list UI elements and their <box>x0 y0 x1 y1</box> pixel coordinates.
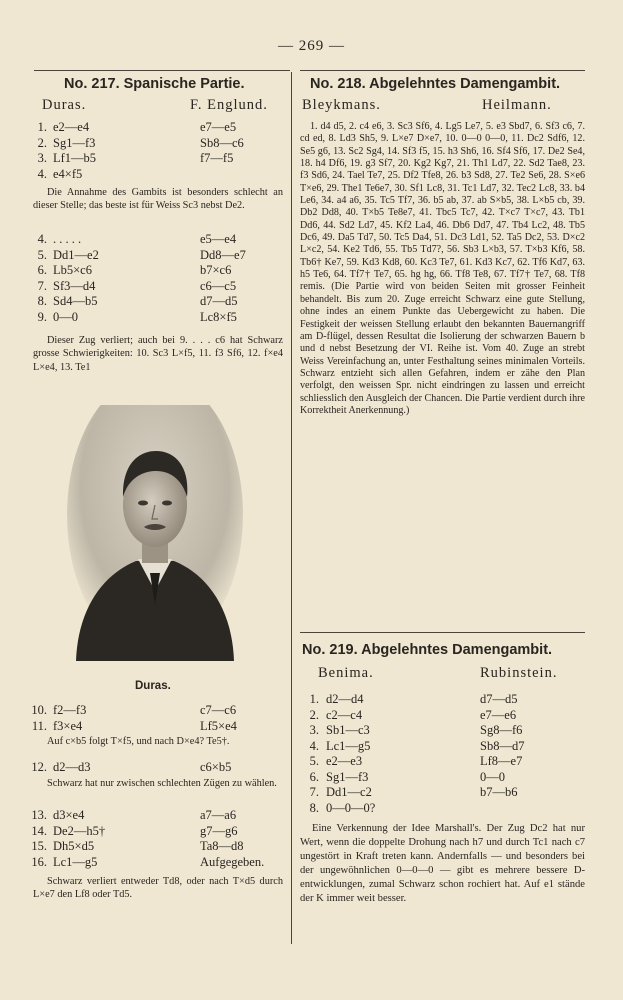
move-number: 4. <box>37 232 47 246</box>
white-move: . . . . . <box>53 232 82 246</box>
move-number: 4. <box>37 166 47 181</box>
black-move: e7—e6 <box>480 707 517 722</box>
white-move: d3×e4 <box>53 808 85 822</box>
game-217-note-5: Schwarz verliert entweder Td8, oder nach T×d5 durch L×e7 den Lf8 oder Td5. <box>33 876 283 901</box>
black-move: Lf5×e4 <box>200 718 237 733</box>
move-row <box>30 279 282 295</box>
move-number: 16. <box>31 854 47 869</box>
game-219-title: No. 219. Abgelehntes Damengambit. <box>302 642 553 658</box>
move-row <box>30 839 282 855</box>
black-move: g7—g6 <box>200 823 238 838</box>
move-number: 11. <box>31 718 47 733</box>
move-row <box>30 232 282 248</box>
game-217-note-3: Auf c×b5 folgt T×f5, und nach D×e4? Te5†. <box>47 736 230 747</box>
white-move: Dh5×d5 <box>53 839 95 853</box>
white-move: Dd1—e2 <box>53 247 99 262</box>
white-move: Sf3—d4 <box>53 278 96 293</box>
move-number: 15. <box>31 839 47 853</box>
black-move: c7—c6 <box>200 703 237 717</box>
white-move: c2—c4 <box>326 707 363 722</box>
game-219-moves <box>300 692 585 816</box>
white-move: Sg1—f3 <box>53 135 96 150</box>
move-row <box>30 855 282 871</box>
black-move: f7—f5 <box>200 151 234 165</box>
black-move: a7—a6 <box>200 808 237 822</box>
white-move: Dd1—c2 <box>326 785 372 799</box>
move-number: 13. <box>31 808 47 822</box>
move-number: 4. <box>309 738 319 753</box>
move-number: 14. <box>31 823 47 838</box>
black-move: e5—e4 <box>200 232 237 246</box>
white-move: Lb5×c6 <box>53 263 92 277</box>
white-move: Lc1—g5 <box>326 738 371 753</box>
game-217-moves-part4 <box>30 760 282 776</box>
move-row <box>30 263 282 279</box>
move-number: 8. <box>37 294 47 308</box>
column-divider <box>291 72 292 944</box>
move-row <box>300 708 585 724</box>
move-number: 5. <box>37 247 47 262</box>
black-move: c6—c5 <box>200 278 237 293</box>
black-move: Dd8—e7 <box>200 247 246 262</box>
white-move: e2—e4 <box>53 120 90 134</box>
white-move: f3×e4 <box>53 718 83 733</box>
rule-top-left <box>34 70 290 71</box>
move-number: 12. <box>31 760 47 774</box>
black-move: 0—0 <box>480 769 505 784</box>
move-row <box>30 824 282 840</box>
rule-game-219 <box>300 632 585 633</box>
move-row <box>300 770 585 786</box>
game-219-black-player: Rubinstein. <box>480 665 558 681</box>
move-number: 7. <box>37 278 47 293</box>
move-row <box>300 739 585 755</box>
white-move: e4×f5 <box>53 166 83 181</box>
game-218-black-player: Heilmann. <box>482 97 552 113</box>
black-move: c6×b5 <box>200 760 232 774</box>
white-move: 0—0 <box>53 309 78 324</box>
game-217-moves-part1 <box>30 120 282 182</box>
black-move: d7—d5 <box>200 294 238 308</box>
game-218-text: 1. d4 d5, 2. c4 e6, 3. Sc3 Sf6, 4. Lg5 Le7, 5. e3 Sbd7, 6. Sf3 c6, 7. cd ed, 8. Ld3 Sh5, 9. L×e7 D×e7, 10. 0—0 0—0, 11. Dc2 Sdf6, 12. Se5 g6, 13. Sc2 Sg4, 14. Sf3 f5, 15. h3 Sh6, 16. Sf4 Sf6, 17. De2 Se4, 18. h4 Df6, 19. g3 Sf7, 20. Kg2 Kg7, 21. Th1 Ld7, 22. Sd2 Tae8, 23. f3 Sd6, 24. Tael Te7, 25. Df2 Tfe8, 26. b3 Sd8, 27. Te2 Se6, 28. S×e6 T×e6, 29. The1 Te6e7, 30. Sf1 Lc8, 31. Tc1 Ld7, 32. Tec2 Lc8, 33. b4 Le6, 34. a4 a6, 35. Tc5 Tf7, 36. b5 ab, 37. ab S×b5, 38. L×b5 cb, 39. Db2 Dd8, 40. T×b5 Te8e7, 41. Tbc5 Tc7, 42. T×c7 T×c7, 43. Tb1 Dd6, 44. Sd2 Ld7, 45. Kf2 La4, 46. Db6 Dd7, 47. Tb4 Lc2, 48. Tb5 Dc6, 49. Da5 Td7, 50. Tc5 Da4, 51. Dc3 Ld1, 52. Ta5 Dc2, 53. D×c2 L×c2, 54. Ke2 Td6, 55. Tb5 Td7?, 56. Sb3 L×b3, 57. T×b3 Kf6, 58. Tb6† Ke7, 59. Kd3 Kd8, 60. Kc3 Te7, 61. Kd3 Kc7, 62. Tf6 Kd7, 63. h5 Te6, 64. Tf7† Te7, 65. hg hg, 66. Tf8 Te8, 67. Tf7† Te7, 68. Tf8 remis. (Die Partie wird von beiden Seiten mit grosser Feinheit behandelt. Bis zum 20. Zuge erreicht Schwarz eine gute Stellung, ohne indes an einem Punkte das Uebergewicht zu haben. Die Festigkeit der weissen Stellung erlaubt den bekannten Bauernangriff am D-flügel, dessen Resultat die Isolierung der schwarzen Bauern b und d nebst Besetzung der VI. Reihe ist. Vom 40. Zuge an strebt Weiss Vereinfachung an, unter Festhaltung seines minimalen Vorteils. Schwarz entzieht sich allen Gefahren, indem er zähe den Plan verfolgt, den weissen Spr. nicht eindringen zu lassen und erreicht schliesslich den Ausgleich der Chancen. Die Partie verdient durch ihre Korrektheit Anerkennung.) <box>300 121 585 416</box>
black-move: Sg8—f6 <box>480 723 523 737</box>
white-move: Lc1—g5 <box>53 854 98 869</box>
game-217-white-player: Duras. <box>42 97 87 113</box>
move-number: 2. <box>309 707 319 722</box>
page-number: — 269 — <box>278 38 345 54</box>
game-219-note: Eine Verkennung der Idee Marshall's. Der Zug Dc2 hat nur Wert, wenn die doppelte Drohung nach h7 und durch Tc1 nach c7 ungestört in Kraft treten kann. Andernfalls — und besonders bei der ungewöhnlichen 0—0—0 — gibt es mehrere bessere D-entwicklungen, zumal Schwarz schon rochiert hat. Auf e1 stände der K immer weit besser. <box>300 823 585 904</box>
white-move: Lf1—b5 <box>53 151 97 165</box>
move-row <box>300 785 585 801</box>
black-move: Sb8—d7 <box>480 738 525 753</box>
game-217-note-1: Die Annahme des Gambits ist besonders schlecht an dieser Stelle; das beste ist für Weiss Sc3 nebst De2. <box>33 187 283 212</box>
move-number: 3. <box>37 151 47 165</box>
move-number: 6. <box>37 263 47 277</box>
game-217-title: No. 217. Spanische Partie. <box>64 76 245 92</box>
game-218-white-player: Bleykmans. <box>302 97 381 113</box>
move-row <box>30 760 282 776</box>
game-219-white-player: Benima. <box>318 665 374 681</box>
portrait-caption: Duras. <box>135 680 171 692</box>
black-move: Sb8—c6 <box>200 135 244 150</box>
white-move: d2—d4 <box>326 692 364 706</box>
black-move: b7—b6 <box>480 785 518 799</box>
portrait-photo <box>66 405 244 661</box>
move-row <box>30 120 282 136</box>
black-move: Lc8×f5 <box>200 309 237 324</box>
move-row <box>30 808 282 824</box>
move-row <box>300 692 585 708</box>
move-row <box>300 723 585 739</box>
game-217-note-2: Dieser Zug verliert; auch bei 9. . . . c6 hat Schwarz grosse Schwierigkeiten: 10. Sc3 L×f5, 11. f3 Sf6, 12. f×e4 L×e4, 13. Te1 <box>33 335 283 373</box>
move-row <box>30 294 282 310</box>
game-218-title: No. 218. Abgelehntes Damengambit. <box>310 76 561 92</box>
black-move: b7×c6 <box>200 263 232 277</box>
move-row <box>300 801 585 817</box>
white-move: d2—d3 <box>53 760 91 774</box>
move-row <box>30 151 282 167</box>
rule-top-right <box>300 70 585 71</box>
move-row <box>30 703 282 719</box>
white-move: Sb1—c3 <box>326 723 370 737</box>
move-row <box>30 310 282 326</box>
game-217-moves-part3 <box>30 703 282 734</box>
white-move: e2—e3 <box>326 754 363 768</box>
move-row <box>30 167 282 183</box>
move-number: 1. <box>309 692 319 706</box>
white-move: De2—h5† <box>53 823 106 838</box>
move-number: 1. <box>37 120 47 134</box>
game-217-black-player: F. Englund. <box>190 97 268 113</box>
move-row <box>30 719 282 735</box>
game-217-note-4: Schwarz hat nur zwischen schlechten Zügen zu wählen. <box>47 778 277 789</box>
move-number: 6. <box>309 769 319 784</box>
move-number: 2. <box>37 135 47 150</box>
game-217-moves-part2 <box>30 232 282 325</box>
white-move: 0—0—0? <box>326 800 376 815</box>
move-number: 7. <box>309 785 319 799</box>
move-number: 3. <box>309 723 319 737</box>
move-number: 5. <box>309 754 319 768</box>
black-move: e7—e5 <box>200 120 237 134</box>
move-row <box>30 136 282 152</box>
game-217-moves-part5 <box>30 808 282 870</box>
white-move: f2—f3 <box>53 703 87 717</box>
black-move: d7—d5 <box>480 692 518 706</box>
white-move: Sd4—b5 <box>53 294 98 308</box>
white-move: Sg1—f3 <box>326 769 369 784</box>
black-move: Lf8—e7 <box>480 754 523 768</box>
move-number: 10. <box>31 703 47 717</box>
move-number: 9. <box>37 309 47 324</box>
black-move: Aufgegeben. <box>200 854 265 869</box>
move-number: 8. <box>309 800 319 815</box>
move-row <box>30 248 282 264</box>
black-move: Ta8—d8 <box>200 839 244 853</box>
move-row <box>300 754 585 770</box>
